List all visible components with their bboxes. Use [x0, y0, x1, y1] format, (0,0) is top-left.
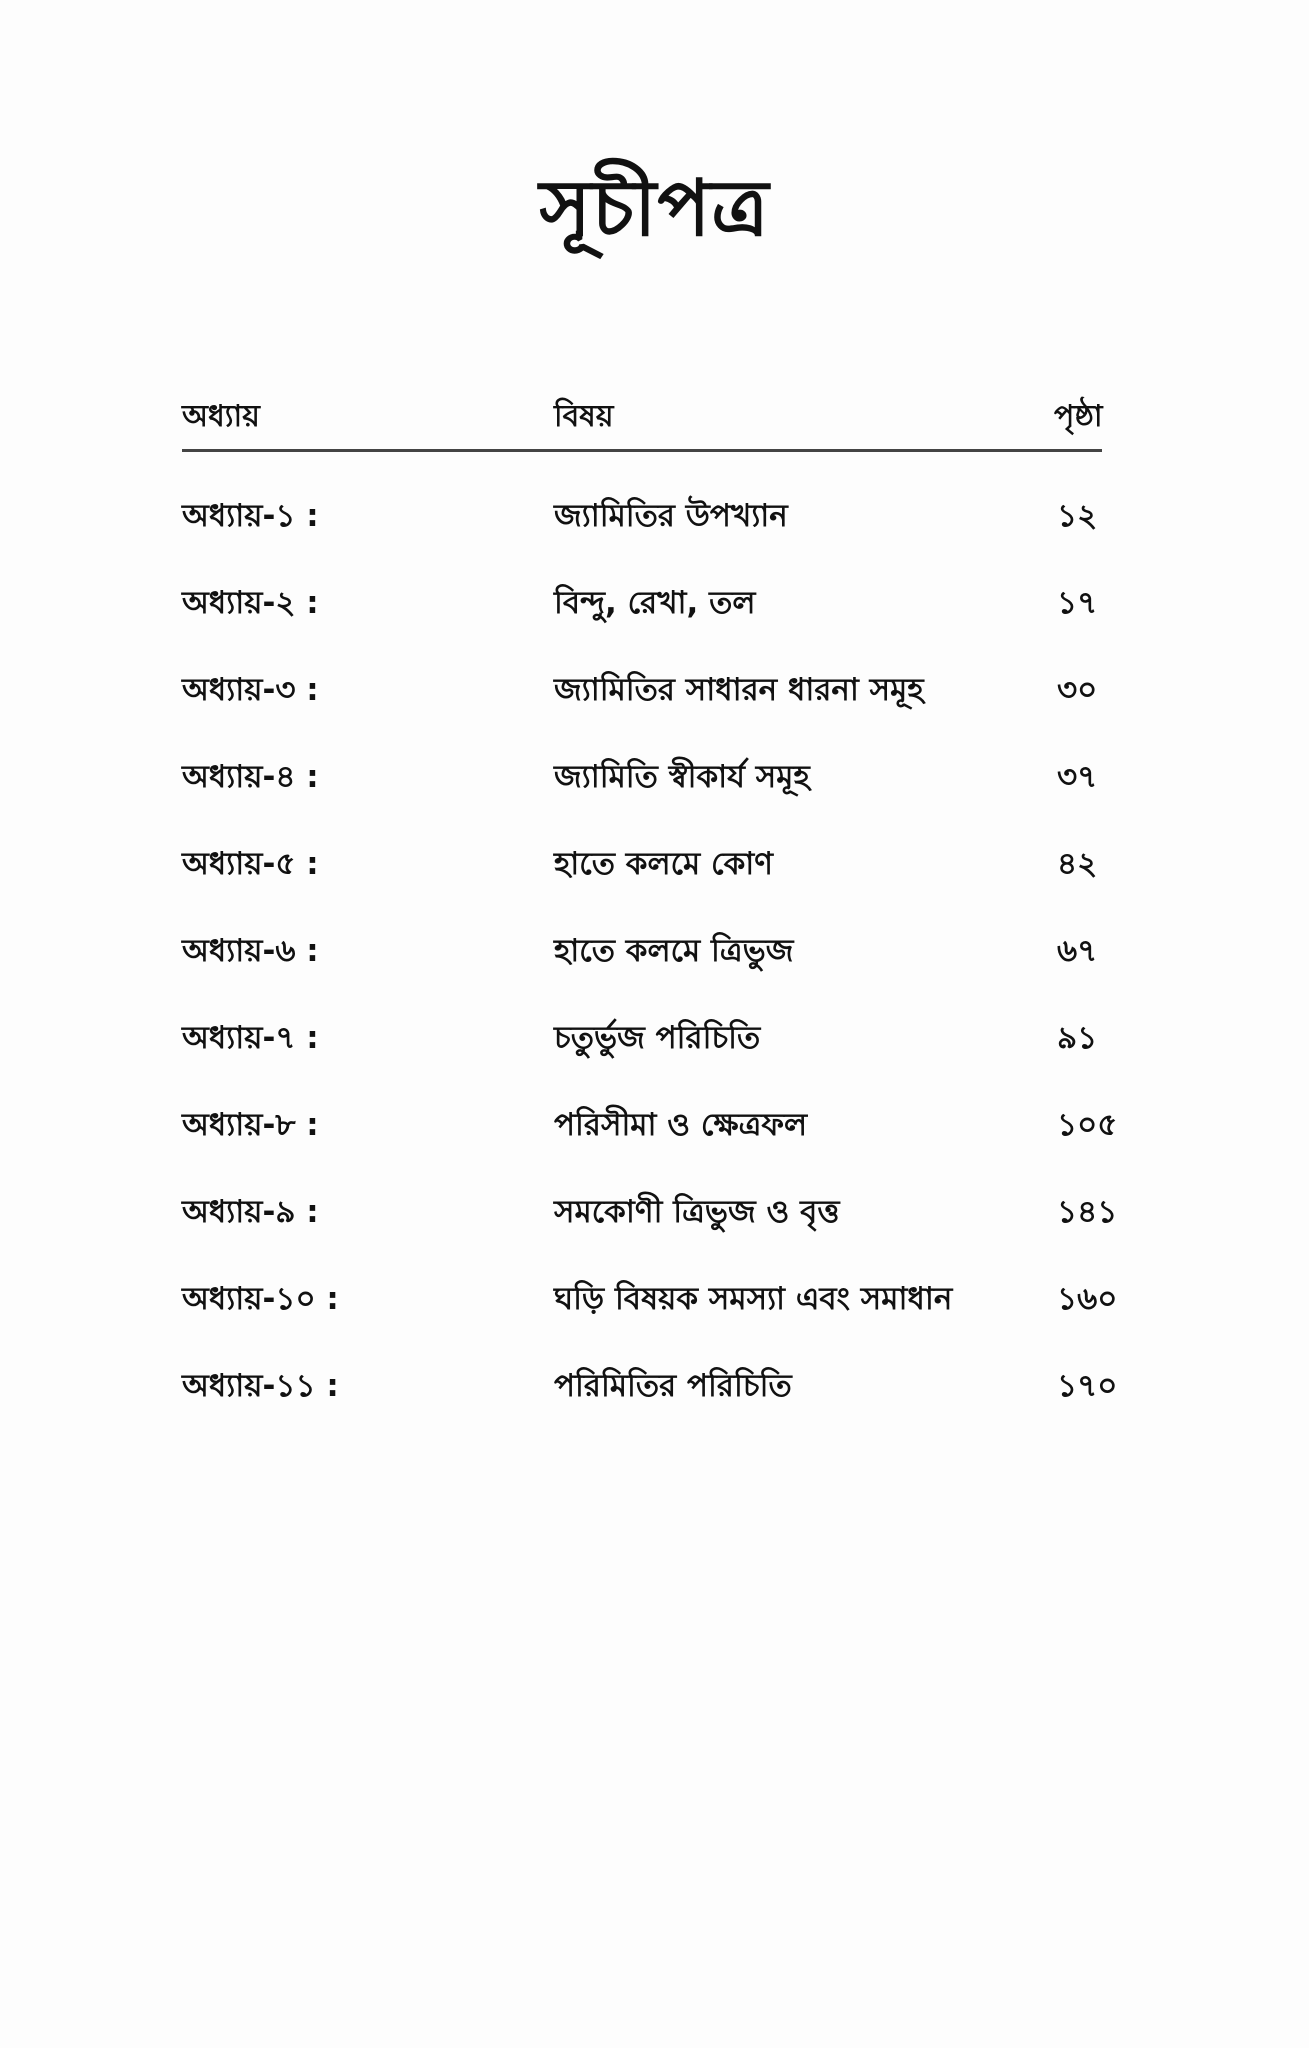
chapter-label: অধ্যায়-৯ :: [182, 1194, 319, 1230]
page-number: ১৪১: [1057, 1194, 1118, 1230]
chapter-label: অধ্যায়-১১ :: [182, 1368, 339, 1404]
chapter-label: অধ্যায়-৬ :: [182, 933, 319, 969]
chapter-topic: পরিসীমা ও ক্ষেত্রফল: [554, 1107, 808, 1143]
chapter-topic: হাতে কলমে কোণ: [554, 846, 774, 882]
page-number: ১৭০: [1057, 1368, 1118, 1404]
page-number: ১৭: [1057, 585, 1098, 621]
chapter-label: অধ্যায়-৩ :: [182, 672, 319, 708]
toc-row: [182, 1235, 1118, 1322]
page-number: ৬৭: [1057, 933, 1098, 969]
toc-row: [182, 800, 1102, 887]
page-number: ৩৭: [1057, 759, 1098, 795]
chapter-label: অধ্যায়-২ :: [182, 585, 319, 621]
page-number: ৯১: [1057, 1020, 1098, 1056]
chapter-topic: চতুর্ভুজ পরিচিতি: [554, 1020, 761, 1056]
chapter-label: অধ্যায়-৮ :: [182, 1107, 319, 1143]
header-topic: বিষয়: [554, 399, 614, 434]
chapter-label: অধ্যায়-১ :: [182, 498, 319, 534]
toc-row: [182, 1322, 1118, 1409]
page-number: ১০৫: [1057, 1107, 1118, 1143]
page-number: ৪২: [1057, 846, 1098, 882]
page-number: ৩০: [1057, 672, 1098, 708]
chapter-topic: জ্যামিতি স্বীকার্য সমূহ: [554, 759, 810, 795]
page-number: ১২: [1057, 498, 1098, 534]
header-chapter: অধ্যায়: [182, 399, 260, 434]
chapter-topic: পরিমিতির পরিচিতি: [554, 1368, 792, 1404]
toc-row: [182, 713, 1102, 800]
toc-header: [182, 399, 1103, 452]
toc-row: [182, 887, 1102, 974]
chapter-topic: জ্যামিতির সাধারন ধারনা সমূহ: [554, 672, 924, 708]
page-number: ১৬০: [1057, 1281, 1118, 1317]
toc-row: [182, 626, 1102, 713]
toc-row: [182, 974, 1102, 1061]
table-of-contents: [182, 399, 1118, 1409]
page-title: সূচীপত্র: [539, 164, 770, 254]
chapter-topic: হাতে কলমে ত্রিভুজ: [554, 933, 794, 969]
chapter-label: অধ্যায়-৭ :: [182, 1020, 319, 1056]
toc-rows: [182, 452, 1118, 1409]
toc-row: [182, 539, 1102, 626]
toc-row: [182, 1148, 1118, 1235]
chapter-topic: জ্যামিতির উপখ্যান: [554, 498, 788, 534]
chapter-label: অধ্যায়-১০ :: [182, 1281, 339, 1317]
chapter-topic: বিন্দু, রেখা, তল: [554, 585, 756, 621]
header-page: পৃষ্ঠা: [1054, 399, 1103, 434]
chapter-label: অধ্যায়-৪ :: [182, 759, 319, 795]
chapter-topic: সমকোণী ত্রিভুজ ও বৃত্ত: [554, 1194, 840, 1230]
chapter-topic: ঘড়ি বিষয়ক সমস্যা এবং সমাধান: [554, 1281, 953, 1317]
toc-row: [182, 452, 1102, 539]
chapter-label: অধ্যায়-৫ :: [182, 846, 319, 882]
toc-row: [182, 1061, 1118, 1148]
